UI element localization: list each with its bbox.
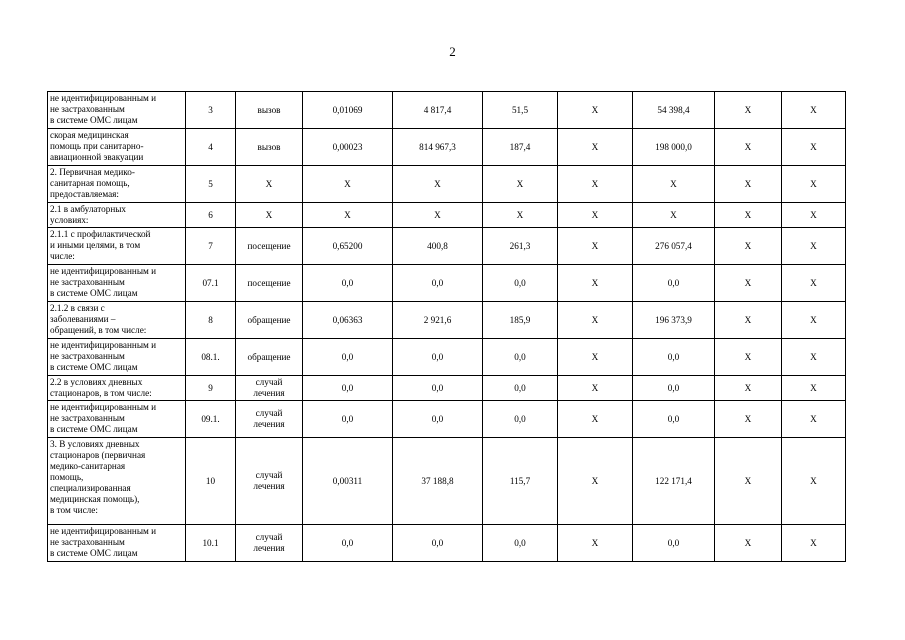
row-name-cell: не идентифицированным и не застрахованным в системе ОМС лицам xyxy=(48,339,186,376)
value-cell: X xyxy=(715,92,782,129)
table-row xyxy=(48,302,846,339)
row-name-cell: не идентифицированным и не застрахованным в системе ОМС лицам xyxy=(48,401,186,438)
row-name-cell: 3. В условиях дневных стационаров (первичная медико-санитарная помощь, специализированная медицинская помощь), в том числе: xyxy=(48,438,186,525)
value-cell: 0,0 xyxy=(633,376,715,401)
unit-cell: вызов xyxy=(236,92,303,129)
value-cell: X xyxy=(483,203,558,228)
table-row xyxy=(48,129,846,166)
unit-cell: X xyxy=(236,166,303,203)
value-cell: X xyxy=(633,203,715,228)
value-cell: X xyxy=(782,525,846,562)
table-row xyxy=(48,339,846,376)
value-cell: 0,0 xyxy=(633,525,715,562)
row-number-cell: 10 xyxy=(186,438,236,525)
value-cell: X xyxy=(558,166,633,203)
table-row xyxy=(48,401,846,438)
row-number-cell: 6 xyxy=(186,203,236,228)
unit-cell: случай лечения xyxy=(236,401,303,438)
value-cell: 0,06363 xyxy=(303,302,393,339)
value-cell: X xyxy=(715,265,782,302)
value-cell: 0,0 xyxy=(633,401,715,438)
value-cell: 0,0 xyxy=(393,265,483,302)
value-cell: X xyxy=(715,401,782,438)
value-cell: 0,0 xyxy=(393,401,483,438)
value-cell: X xyxy=(558,339,633,376)
value-cell: X xyxy=(782,228,846,265)
value-cell: 198 000,0 xyxy=(633,129,715,166)
row-number-cell: 7 xyxy=(186,228,236,265)
value-cell: X xyxy=(782,265,846,302)
value-cell: 0,00023 xyxy=(303,129,393,166)
value-cell: X xyxy=(393,203,483,228)
unit-cell: случай лечения xyxy=(236,438,303,525)
row-name-cell: скорая медицинская помощь при санитарно- авиационной эвакуации xyxy=(48,129,186,166)
unit-cell: случай лечения xyxy=(236,525,303,562)
value-cell: X xyxy=(782,203,846,228)
value-cell: X xyxy=(558,401,633,438)
value-cell: 51,5 xyxy=(483,92,558,129)
table-row xyxy=(48,438,846,525)
value-cell: X xyxy=(782,166,846,203)
value-cell: X xyxy=(715,203,782,228)
value-cell: 0,0 xyxy=(483,401,558,438)
value-cell: 0,0 xyxy=(633,339,715,376)
row-number-cell: 08.1. xyxy=(186,339,236,376)
unit-cell: посещение xyxy=(236,265,303,302)
value-cell: X xyxy=(558,228,633,265)
value-cell: X xyxy=(782,129,846,166)
value-cell: 0,0 xyxy=(483,376,558,401)
unit-cell: обращение xyxy=(236,339,303,376)
value-cell: X xyxy=(715,339,782,376)
row-number-cell: 8 xyxy=(186,302,236,339)
row-name-cell: 2.1 в амбулаторных условиях: xyxy=(48,203,186,228)
value-cell: 2 921,6 xyxy=(393,302,483,339)
value-cell: X xyxy=(483,166,558,203)
row-number-cell: 9 xyxy=(186,376,236,401)
row-name-cell: 2.1.1 с профилактической и иными целями, в том числе: xyxy=(48,228,186,265)
value-cell: 0,00311 xyxy=(303,438,393,525)
value-cell: 37 188,8 xyxy=(393,438,483,525)
value-cell: 0,0 xyxy=(633,265,715,302)
row-number-cell: 3 xyxy=(186,92,236,129)
value-cell: X xyxy=(558,92,633,129)
value-cell: X xyxy=(715,228,782,265)
value-cell: X xyxy=(558,129,633,166)
value-cell: X xyxy=(715,166,782,203)
value-cell: X xyxy=(633,166,715,203)
table-row xyxy=(48,525,846,562)
row-number-cell: 07.1 xyxy=(186,265,236,302)
row-name-cell: не идентифицированным и не застрахованным в системе ОМС лицам xyxy=(48,265,186,302)
unit-cell: посещение xyxy=(236,228,303,265)
value-cell: 185,9 xyxy=(483,302,558,339)
value-cell: 0,0 xyxy=(303,265,393,302)
value-cell: X xyxy=(558,438,633,525)
value-cell: 0,0 xyxy=(303,525,393,562)
table-row xyxy=(48,92,846,129)
table-row xyxy=(48,376,846,401)
value-cell: X xyxy=(782,401,846,438)
row-number-cell: 10.1 xyxy=(186,525,236,562)
value-cell: 0,0 xyxy=(393,339,483,376)
value-cell: X xyxy=(782,438,846,525)
value-cell: X xyxy=(303,203,393,228)
row-name-cell: не идентифицированным и не застрахованным в системе ОМС лицам xyxy=(48,525,186,562)
table-row xyxy=(48,203,846,228)
value-cell: X xyxy=(715,302,782,339)
value-cell: X xyxy=(782,376,846,401)
value-cell: X xyxy=(393,166,483,203)
value-cell: 276 057,4 xyxy=(633,228,715,265)
table-row xyxy=(48,166,846,203)
value-cell: 0,0 xyxy=(483,525,558,562)
unit-cell: X xyxy=(236,203,303,228)
value-cell: X xyxy=(558,265,633,302)
value-cell: 0,0 xyxy=(483,265,558,302)
value-cell: 54 398,4 xyxy=(633,92,715,129)
value-cell: X xyxy=(715,525,782,562)
row-number-cell: 5 xyxy=(186,166,236,203)
value-cell: X xyxy=(303,166,393,203)
value-cell: X xyxy=(715,129,782,166)
value-cell: 400,8 xyxy=(393,228,483,265)
value-cell: 0,0 xyxy=(393,525,483,562)
value-cell: X xyxy=(782,339,846,376)
unit-cell: случай лечения xyxy=(236,376,303,401)
value-cell: X xyxy=(558,302,633,339)
table-row xyxy=(48,228,846,265)
page-number: 2 xyxy=(449,44,456,59)
value-cell: X xyxy=(782,92,846,129)
value-cell: 0,0 xyxy=(303,401,393,438)
value-cell: 122 171,4 xyxy=(633,438,715,525)
value-cell: X xyxy=(715,376,782,401)
unit-cell: вызов xyxy=(236,129,303,166)
value-cell: 0,0 xyxy=(393,376,483,401)
row-name-cell: 2.1.2 в связи с заболеваниями – обращений, в том числе: xyxy=(48,302,186,339)
value-cell: 0,01069 xyxy=(303,92,393,129)
value-cell: 4 817,4 xyxy=(393,92,483,129)
value-cell: X xyxy=(782,302,846,339)
table-row xyxy=(48,265,846,302)
value-cell: 0,0 xyxy=(303,339,393,376)
value-cell: X xyxy=(558,376,633,401)
row-name-cell: 2.2 в условиях дневных стационаров, в том числе: xyxy=(48,376,186,401)
value-cell: 196 373,9 xyxy=(633,302,715,339)
row-number-cell: 4 xyxy=(186,129,236,166)
value-cell: 115,7 xyxy=(483,438,558,525)
row-name-cell: 2. Первичная медико- санитарная помощь, предоставляемая: xyxy=(48,166,186,203)
value-cell: X xyxy=(558,525,633,562)
value-cell: X xyxy=(715,438,782,525)
value-cell: X xyxy=(558,203,633,228)
value-cell: 0,65200 xyxy=(303,228,393,265)
value-cell: 814 967,3 xyxy=(393,129,483,166)
value-cell: 0,0 xyxy=(483,339,558,376)
value-cell: 187,4 xyxy=(483,129,558,166)
value-cell: 0,0 xyxy=(303,376,393,401)
unit-cell: обращение xyxy=(236,302,303,339)
row-number-cell: 09.1. xyxy=(186,401,236,438)
row-name-cell: не идентифицированным и не застрахованным в системе ОМС лицам xyxy=(48,92,186,129)
value-cell: 261,3 xyxy=(483,228,558,265)
data-table xyxy=(47,91,846,562)
